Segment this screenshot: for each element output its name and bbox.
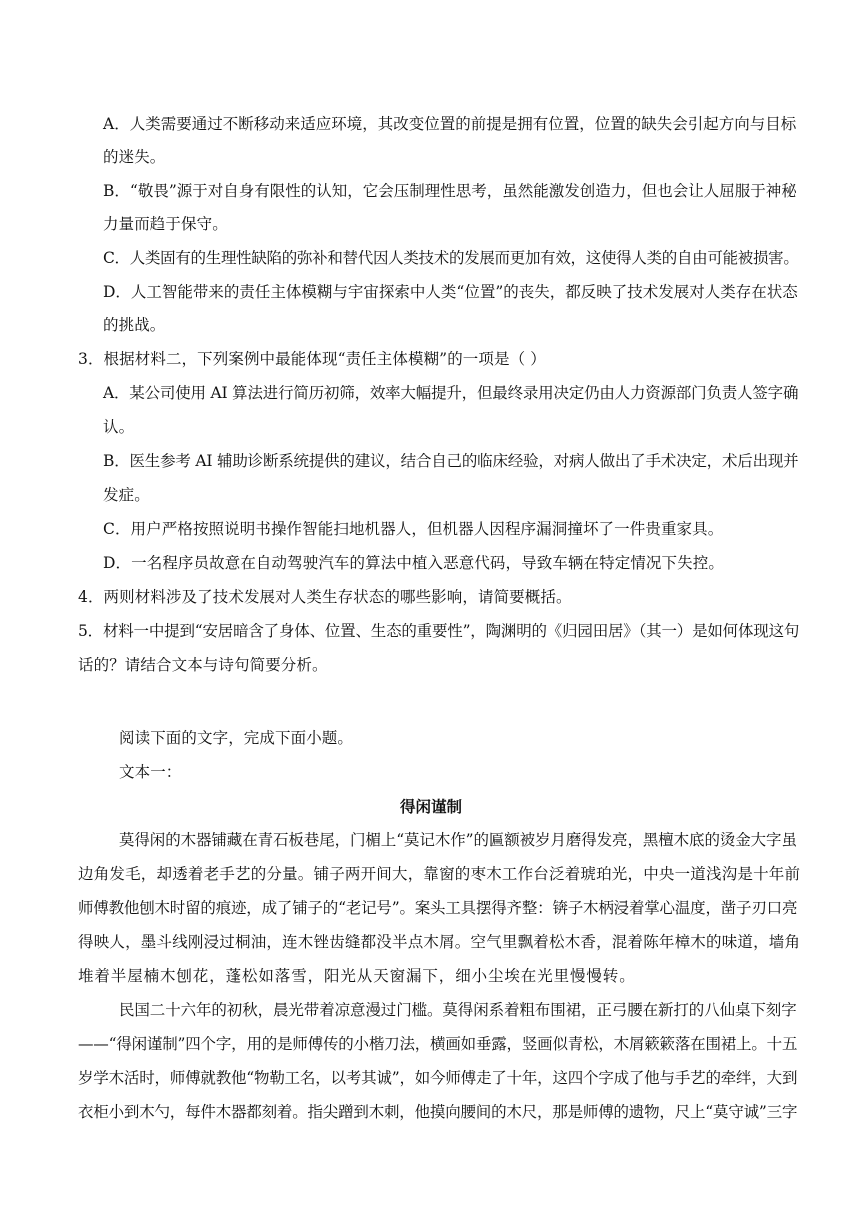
story-paragraph-1-line1: 莫得闲的木器铺藏在青石板巷尾，门楣上“莫记木作”的匾额被岁月磨得发亮，黑檀木底的烫金大字虽 — [119, 831, 797, 849]
story-paragraph-2-line1: 民国二十六年的初秋，晨光带着凉意漫过门槛。莫得闲系着粗布围裙，正弓腰在新打的八仙桌下刻字 — [119, 1001, 797, 1019]
story-paragraph-2-line3: 岁学木活时，师傅就教他“物勒工名，以考其诚”，如今师傅走了十年，这四个字成了他与手艺的牵绊，大到 — [78, 1069, 798, 1087]
story-paragraph-1-line3: 师傅教他刨木时留的痕迹，成了铺子的“老记号”。案头工具摆得齐整：锛子木柄浸着掌心温度，凿子刃口亮 — [78, 899, 798, 917]
story-paragraph-1-line2: 边角发毛，却透着老手艺的分量。铺子两开间大，靠窗的枣木工作台泛着琥珀光，中央一道浅沟是十年前 — [78, 865, 801, 883]
story-paragraph-1-line4: 得映人，墨斗线刚浸过桐油，连木锉齿缝都没半点木屑。空气里飘着松木香，混着陈年樟木的味道，墙角 — [78, 933, 801, 951]
q3-option-b-line2: 发症。 — [103, 486, 150, 504]
q2-option-a-line2: 的迷失。 — [103, 148, 166, 166]
q2-option-d-line1: D．人工智能带来的责任主体模糊与宇宙探索中人类“位置”的丧失，都反映了技术发展对人类存在状态 — [103, 283, 798, 301]
q2-option-c-line1: C．人类固有的生理性缺陷的弥补和替代因人类技术的发展而更加有效，这使得人类的自由可能被损害。 — [103, 249, 799, 267]
q5-stem-line1: 5．材料一中提到“安居暗含了身体、位置、生态的重要性”，陶渊明的《归园田居》（其一）是如何体现这句 — [78, 622, 800, 640]
q3-stem: 3．根据材料二，下列案例中最能体现“责任主体模糊”的一项是（ ） — [78, 350, 546, 368]
q3-option-d-line1: D．一名程序员故意在自动驾驶汽车的算法中植入恶意代码，导致车辆在特定情况下失控。 — [103, 554, 724, 572]
story-paragraph-1-line5: 堆着半屋楠木刨花，蓬松如落雪，阳光从天窗漏下，细小尘埃在光里慢慢转。 — [78, 967, 636, 985]
story-paragraph-2-line4: 衣柜小到木勺，每件木器都刻着。指尖蹭到木刺，他摸向腰间的木尺，那是师傅的遗物，尺上“莫守诚”三字 — [78, 1103, 798, 1121]
story-paragraph-2-line2: ——“得闲谨制”四个字，用的是师傅传的小楷刀法，横画如垂露，竖画似青松，木屑簌簌落在围裙上。十五 — [78, 1035, 798, 1053]
q3-option-c-line1: C．用户严格按照说明书操作智能扫地机器人，但机器人因程序漏洞撞坏了一件贵重家具。 — [103, 520, 724, 538]
q3-option-a-line2: 认。 — [103, 418, 135, 436]
reading-text-label: 文本一： — [119, 763, 182, 781]
q5-stem-line2: 话的？请结合文本与诗句简要分析。 — [78, 656, 328, 674]
q2-option-a-line1: A．人类需要通过不断移动来适应环境，其改变位置的前提是拥有位置，位置的缺失会引起方向与目标 — [103, 115, 797, 133]
reading-instruction: 阅读下面的文字，完成下面小题。 — [119, 729, 354, 747]
q4-stem: 4．两则材料涉及了技术发展对人类生存状态的哪些影响，请简要概括。 — [78, 588, 572, 606]
q2-option-d-line2: 的挑战。 — [103, 316, 166, 334]
q3-option-a-line1: A．某公司使用 AI 算法进行简历初筛，效率大幅提升，但最终录用决定仍由人力资源部门负责人签字确 — [103, 384, 799, 402]
story-title: 得闲谨制 — [400, 797, 463, 816]
q3-option-b-line1: B．医生参考 AI 辅助诊断系统提供的建议，结合自己的临床经验，对病人做出了手术决定，术后出现并 — [103, 452, 799, 470]
q2-option-b-line2: 力量而趋于保守。 — [103, 215, 228, 233]
q2-option-b-line1: B．“敬畏”源于对自身有限性的认知，它会压制理性思考，虽然能激发创造力，但也会让人屈服于神秘 — [103, 182, 797, 200]
